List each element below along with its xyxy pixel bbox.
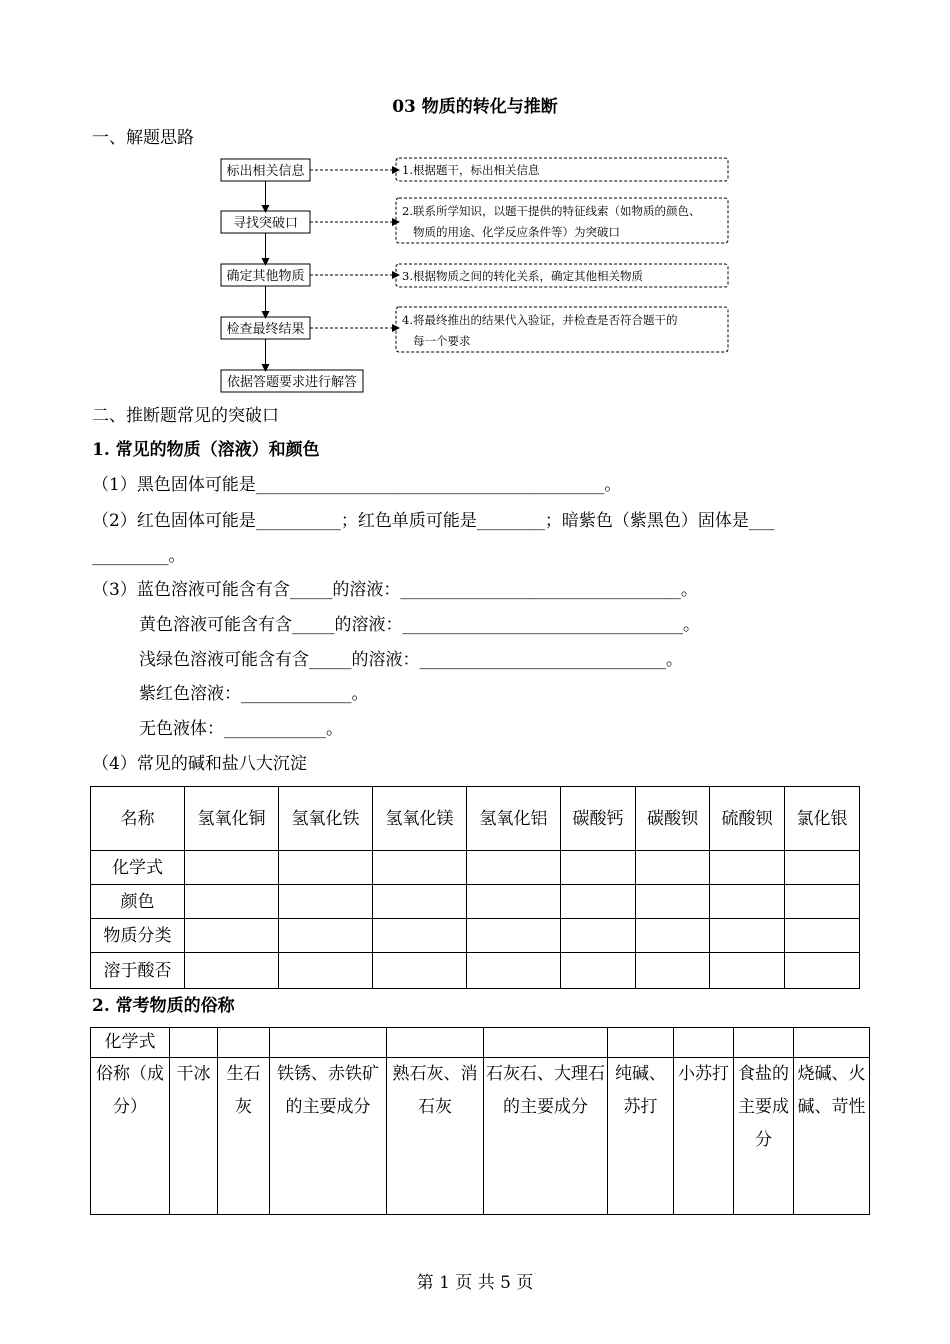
blank-cell[interactable] xyxy=(467,919,561,953)
blank-cell[interactable] xyxy=(170,1028,218,1058)
blank-cell[interactable] xyxy=(674,1028,734,1058)
question-3-purplered: 紫红色溶液：_____________。 xyxy=(139,684,369,704)
blank-cell[interactable] xyxy=(218,1028,270,1058)
flow-note-2-line1: 2.联系所学知识，以题干提供的特征线索（如物质的颜色、 xyxy=(402,204,701,218)
common-name-cell: 熟石灰、消石灰 xyxy=(387,1058,484,1215)
section-heading-1: 一、解题思路 xyxy=(92,128,194,148)
flow-step-4: 检查最终结果 xyxy=(226,322,305,337)
flow-step-5: 依据答题要求进行解答 xyxy=(226,375,358,390)
blank-cell[interactable] xyxy=(636,953,710,989)
blank-cell[interactable] xyxy=(484,1028,608,1058)
table-header-cell: 名称 xyxy=(91,787,185,851)
table-header-cell: 氢氧化铁 xyxy=(279,787,373,851)
common-name-cell: 烧碱、火碱、苛性 xyxy=(794,1058,870,1215)
blank-cell[interactable] xyxy=(467,953,561,989)
common-name-row xyxy=(91,1058,870,1215)
flow-note-4-line1: 4.将最终推出的结果代入验证，并检查是否符合题干的 xyxy=(402,313,678,327)
blank-cell[interactable] xyxy=(785,851,860,885)
row-label: 化学式 xyxy=(91,1028,170,1058)
formula-row xyxy=(91,1028,870,1058)
table-header-row xyxy=(91,787,860,851)
blank-cell[interactable] xyxy=(710,953,785,989)
flow-step-3: 确定其他物质 xyxy=(226,269,305,284)
blank-cell[interactable] xyxy=(636,885,710,919)
table-row xyxy=(91,851,860,885)
blank-cell[interactable] xyxy=(185,953,279,989)
page-title: 03 物质的转化与推断 xyxy=(392,97,558,117)
subsection-heading-1: 1. 常见的物质（溶液）和颜色 xyxy=(92,440,320,460)
flow-step-2: 寻找突破口 xyxy=(232,216,299,231)
table-row xyxy=(91,885,860,919)
blank-cell[interactable] xyxy=(785,885,860,919)
table-header-cell: 氢氧化镁 xyxy=(373,787,467,851)
common-name-cell: 小苏打 xyxy=(674,1058,734,1215)
table-header-cell: 氢氧化铝 xyxy=(467,787,561,851)
flow-step-1: 标出相关信息 xyxy=(226,164,305,179)
row-label: 俗称（成分） xyxy=(91,1058,170,1215)
common-name-cell: 纯碱、苏打 xyxy=(608,1058,674,1215)
common-name-cell: 食盐的主要成分 xyxy=(734,1058,794,1215)
blank-cell[interactable] xyxy=(636,851,710,885)
blank-cell[interactable] xyxy=(185,851,279,885)
precipitate-table xyxy=(90,786,860,989)
blank-cell[interactable] xyxy=(185,885,279,919)
solving-flowchart xyxy=(210,152,740,398)
blank-cell[interactable] xyxy=(373,953,467,989)
table-row xyxy=(91,953,860,989)
blank-cell[interactable] xyxy=(561,885,636,919)
row-label: 溶于酸否 xyxy=(91,953,185,989)
table-header-cell: 氢氧化铜 xyxy=(185,787,279,851)
blank-cell[interactable] xyxy=(608,1028,674,1058)
blank-cell[interactable] xyxy=(270,1028,387,1058)
table-row xyxy=(91,919,860,953)
blank-cell[interactable] xyxy=(373,919,467,953)
blank-cell[interactable] xyxy=(467,851,561,885)
question-3-colorless: 无色液体：____________。 xyxy=(139,719,343,739)
common-name-cell: 干冰 xyxy=(170,1058,218,1215)
blank-cell[interactable] xyxy=(373,851,467,885)
blank-cell[interactable] xyxy=(279,851,373,885)
row-label: 化学式 xyxy=(91,851,185,885)
blank-cell[interactable] xyxy=(279,919,373,953)
blank-cell[interactable] xyxy=(467,885,561,919)
page-footer: 第 1 页 共 5 页 xyxy=(416,1273,534,1293)
blank-cell[interactable] xyxy=(794,1028,870,1058)
row-label: 颜色 xyxy=(91,885,185,919)
table-header-cell: 碳酸钡 xyxy=(636,787,710,851)
section-heading-2: 二、推断题常见的突破口 xyxy=(92,406,279,426)
blank-cell[interactable] xyxy=(710,885,785,919)
blank-cell[interactable] xyxy=(279,953,373,989)
common-name-cell: 石灰石、大理石的主要成分 xyxy=(484,1058,608,1215)
row-label: 物质分类 xyxy=(91,919,185,953)
question-3-lightgreen: 浅绿色溶液可能含有含_____的溶液：_____________________________。 xyxy=(139,650,683,670)
table-header-cell: 硫酸钡 xyxy=(710,787,785,851)
flow-note-1: 1.根据题干，标出相关信息 xyxy=(402,163,540,177)
blank-cell[interactable] xyxy=(710,919,785,953)
blank-cell[interactable] xyxy=(279,885,373,919)
blank-cell[interactable] xyxy=(785,919,860,953)
table-header-cell: 氯化银 xyxy=(785,787,860,851)
flow-note-3: 3.根据物质之间的转化关系，确定其他相关物质 xyxy=(402,269,643,283)
blank-cell[interactable] xyxy=(561,851,636,885)
blank-cell[interactable] xyxy=(561,953,636,989)
blank-cell[interactable] xyxy=(734,1028,794,1058)
blank-cell[interactable] xyxy=(387,1028,484,1058)
flow-note-4-line2: 每一个要求 xyxy=(413,334,471,348)
blank-cell[interactable] xyxy=(185,919,279,953)
question-2-line1: （2）红色固体可能是__________；红色单质可能是________；暗紫色（紫黑色）固体是___ xyxy=(92,511,775,531)
common-names-table xyxy=(90,1027,870,1215)
common-name-cell: 铁锈、赤铁矿的主要成分 xyxy=(270,1058,387,1215)
blank-cell[interactable] xyxy=(561,919,636,953)
common-name-cell: 生石灰 xyxy=(218,1058,270,1215)
blank-cell[interactable] xyxy=(373,885,467,919)
blank-cell[interactable] xyxy=(710,851,785,885)
flow-note-2-line2: 物质的用途、化学反应条件等）为突破口 xyxy=(413,225,620,239)
question-2-line2: _________。 xyxy=(92,546,186,566)
question-1: （1）黑色固体可能是_________________________________________。 xyxy=(92,475,622,495)
question-3-blue: （3）蓝色溶液可能含有含_____的溶液：_________________________________。 xyxy=(92,580,698,600)
blank-cell[interactable] xyxy=(636,919,710,953)
question-4: （4）常见的碱和盐八大沉淀 xyxy=(92,754,307,774)
blank-cell[interactable] xyxy=(785,953,860,989)
question-3-yellow: 黄色溶液可能含有含_____的溶液：_________________________________。 xyxy=(139,615,700,635)
table-header-cell: 碳酸钙 xyxy=(561,787,636,851)
subsection-heading-2: 2. 常考物质的俗称 xyxy=(92,996,235,1016)
